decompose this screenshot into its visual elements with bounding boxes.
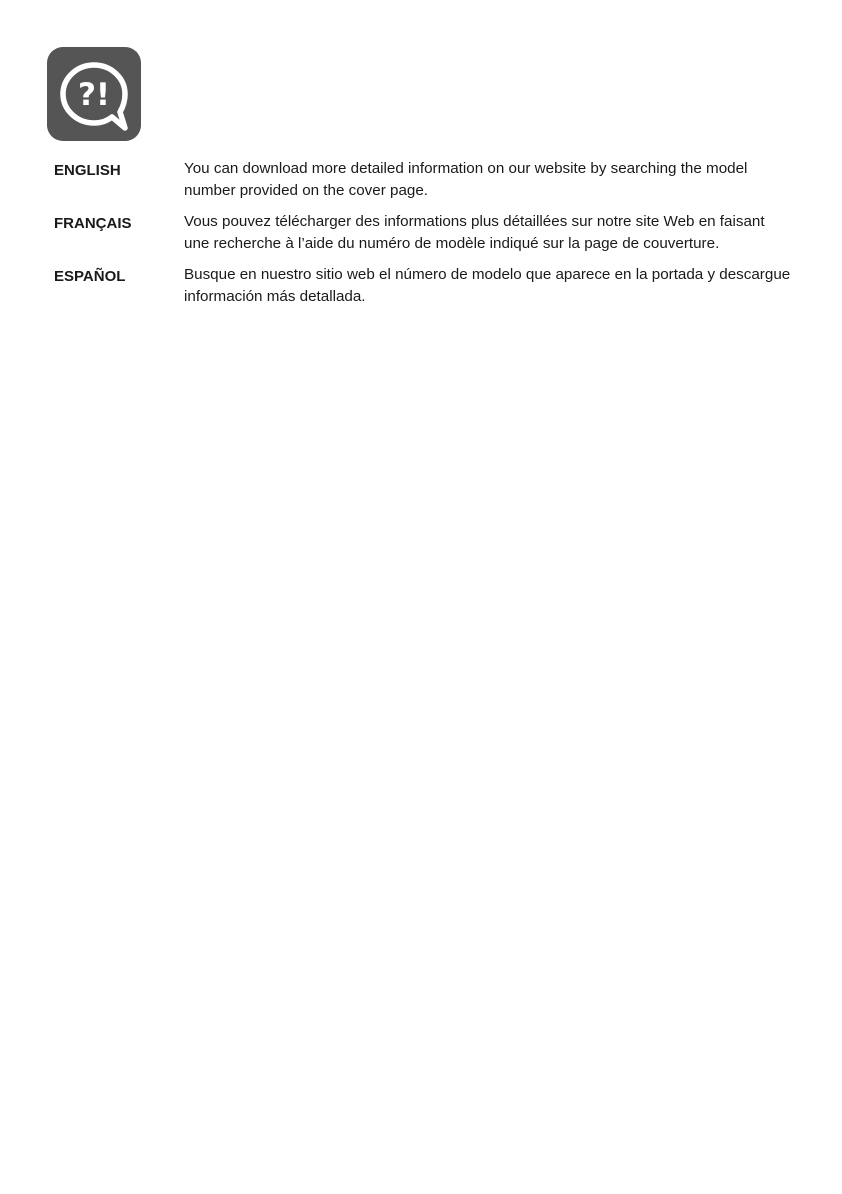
language-label: ENGLISH <box>54 162 121 179</box>
language-label: ESPAÑOL <box>54 268 126 285</box>
language-row-french <box>54 211 794 255</box>
language-text: Vous pouvez télécharger des informations plus détaillées sur notre site Web en faisant une recherche à l’aide du numéro de modèle indiqué sur la page de couverture. <box>184 213 765 252</box>
language-label: FRANÇAIS <box>54 215 132 232</box>
language-row-spanish <box>54 264 794 308</box>
language-text: You can download more detailed information on our website by searching the model number provided on the cover page. <box>184 160 748 199</box>
language-list <box>54 158 794 317</box>
question-exclamation-bubble-icon <box>47 47 141 141</box>
language-row-english <box>54 158 794 202</box>
svg-text:?!: ?! <box>77 77 111 113</box>
language-text: Busque en nuestro sitio web el número de modelo que aparece en la portada y descargue información más detallada. <box>184 266 791 305</box>
